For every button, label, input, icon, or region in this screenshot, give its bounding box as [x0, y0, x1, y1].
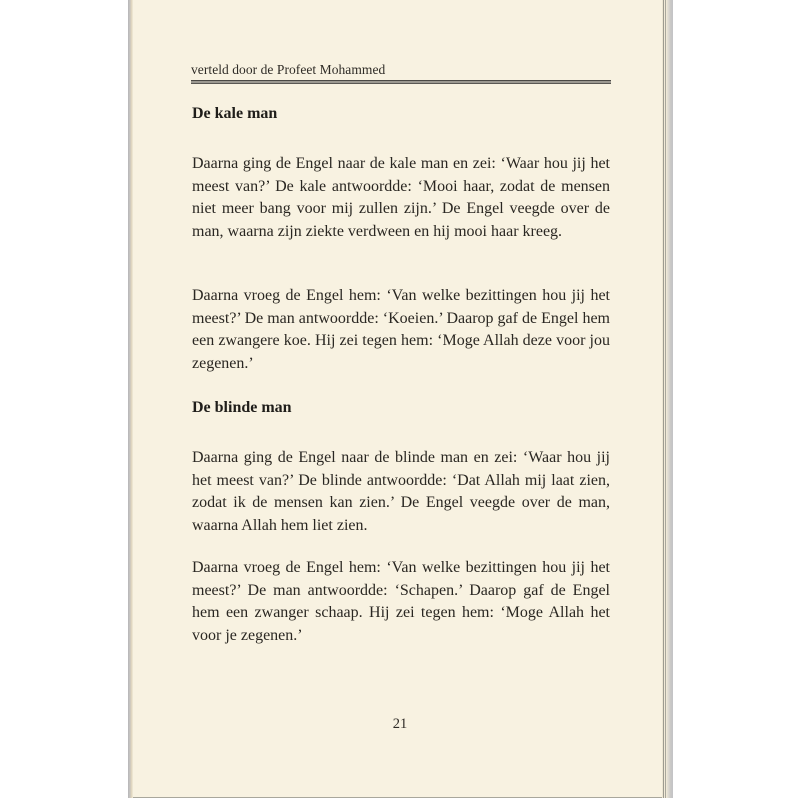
paragraph: Daarna ging de Engel naar de blinde man en zei: ‘Waar hou jij het meest van?’ De blinde antwoordde: ‘Dat Allah mij laat zien, zodat ik de mensen kan zien.’ De Engel veegde over de man, waarna Allah hem liet zien. [192, 449, 610, 534]
book-cover-edge [667, 0, 673, 798]
paragraph: Daarna ging de Engel naar de kale man en zei: ‘Waar hou jij het meest van?’ De kale antwoordde: ‘Mooi haar, zodat de mensen niet meer bang voor mij zullen zijn.’ De Engel veegde over de man, waarna zijn ziekte verdween en hij mooi haar kreeg. [192, 155, 610, 240]
section-title-kale-man: De kale man [192, 105, 278, 122]
running-head: verteld door de Profeet Mohammed [191, 62, 386, 77]
section-title-blinde-man: De blinde man [192, 399, 292, 416]
running-head-rule [191, 80, 611, 84]
paragraph: Daarna vroeg de Engel hem: ‘Van welke bezittingen hou jij het meest?’ De man antwoordde: ‘Schapen.’ Daarop gaf de Engel hem een zwanger schaap. Hij zei tegen hem: ‘Moge Allah het voor je zegenen.’ [192, 559, 610, 644]
paragraph: Daarna vroeg de Engel hem: ‘Van welke bezittingen hou jij het meest?’ De man antwoordde: ‘Koeien.’ Daarop gaf de Engel hem een zwangere koe. Hij zei tegen hem: ‘Moge Allah deze voor jou zegenen.’ [192, 287, 610, 372]
page-number: 21 [392, 716, 408, 732]
